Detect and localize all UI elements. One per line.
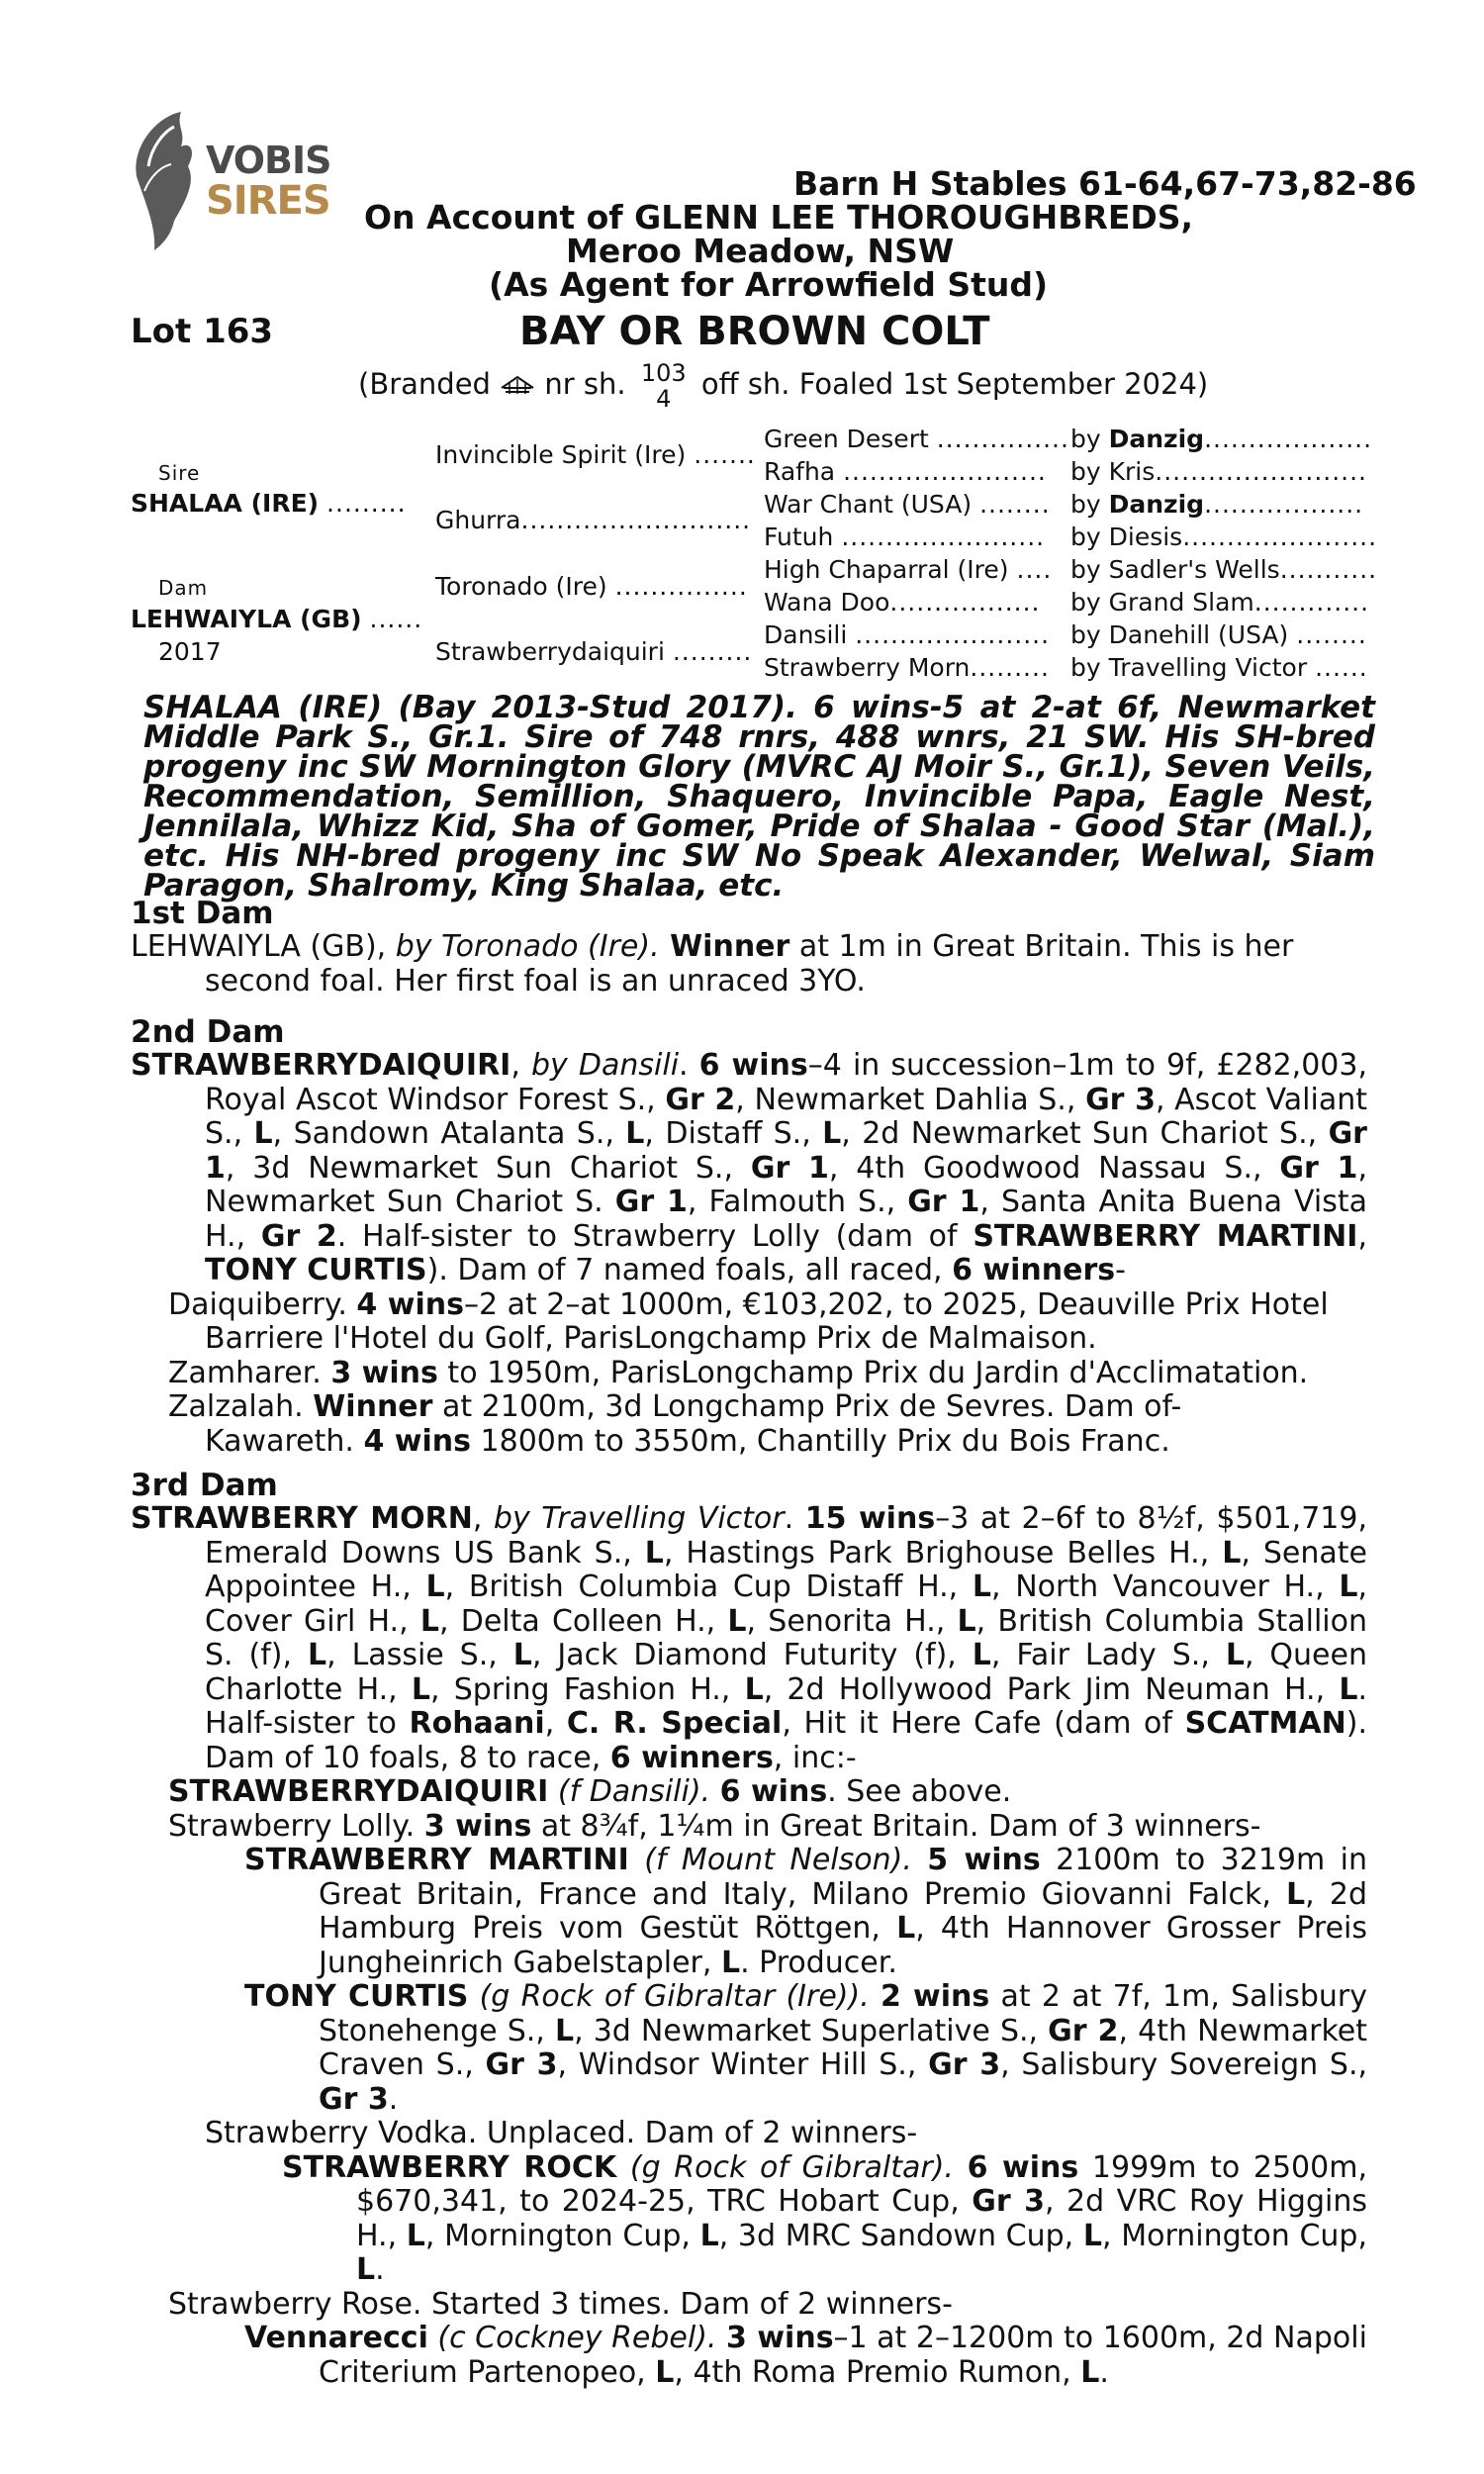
first-dam-heading: 1st Dam bbox=[131, 896, 274, 931]
logo-text-vobis: VOBIS bbox=[206, 139, 331, 182]
sire-name: SHALAA (IRE) ......... bbox=[131, 489, 407, 518]
g2-1: Green Desert ............... bbox=[764, 425, 1069, 453]
dam-name: LEHWAIYLA (GB) ...... bbox=[131, 605, 423, 633]
sire-label: Sire bbox=[158, 461, 201, 485]
g2-2: Rafha ....................... bbox=[764, 457, 1047, 486]
account-line: On Account of GLENN LEE THOROUGHBREDS, bbox=[364, 198, 1194, 237]
g3-5: by Sadler's Wells........... bbox=[1070, 555, 1378, 584]
brand-number bbox=[641, 360, 687, 412]
g2-3: War Chant (USA) ........ bbox=[764, 490, 1051, 519]
sire-summary: SHALAA (IRE) (Bay 2013-Stud 2017). 6 wins-5 at 2-at 6f, Newmarket Middle Park S., Gr.1. Sire of 748 rnrs, 488 wnrs, 21 SW. His SH-bred progeny inc SW Mornington Glory (MVRC AJ Moir S., Gr.1), Seven Veils, Recommendation, Semillion, Shaquero, Invincible Papa, Eagle Nest, Jennilala, Whizz Kid, Sha of Gomer, Pride of Shalaa - Good Star (Mal.), etc. His NH-bred progeny inc SW No Speak Alexander, Welwal, Siam Paragon, Shalromy, King Shalaa, etc. bbox=[143, 690, 1375, 904]
g1-3: Toronado (Ire) ............... bbox=[435, 572, 748, 601]
g1-1: Invincible Spirit (Ire) ....... bbox=[435, 440, 756, 469]
stables-line: Barn H Stables 61-64,67-73,82-86 bbox=[793, 164, 1417, 203]
g1-2: Ghurra.......................... bbox=[435, 506, 752, 534]
brand-mark-icon bbox=[500, 374, 535, 398]
g3-8: by Travelling Victor ...... bbox=[1070, 653, 1368, 682]
second-dam-heading: 2nd Dam bbox=[131, 1014, 285, 1050]
g2-4: Futuh ....................... bbox=[764, 523, 1046, 551]
g2-7: Dansili ...................... bbox=[764, 620, 1051, 649]
lot-title: BAY OR BROWN COLT bbox=[519, 309, 990, 354]
third-dam-text: STRAWBERRY MORN, by Travelling Victor. 15 wins–3 at 2–6f to 8½f, $501,719, Emerald Downs US Bank S., L, Hastings Park Brighouse Belles H., L, Senate Appointee H., L, British Columbia Cup Distaff H., L, North Vancouver H., L, Cover Girl H., L, Delta Colleen H., L, Senorita H., L, British Columbia Stallion S. (f), L, Lassie S., L, Jack Diamond Futurity (f), L, Fair Lady S., L, Queen Charlotte H., L, Spring Fashion H., L, 2d Hollywood Park Jim Neuman H., L. Half-sister to Rohaani, C. R. Special, Hit it Here Cafe (dam of SCATMAN). Dam of 10 foals, 8 to race, 6 winners, inc:- STRAWBERRYDAIQUIRI (f Dansili). 6 wins. See above. Strawberry Lolly. 3 wins at 8¾f, 1¼m in Great Britain. Dam of 3 winners- STRAWBERRY MARTINI (f Mount Nelson). 5 wins 2100m to 3219m in Great Britain, France and Italy, Milano Premio Giovanni Falck, L, 2d Hamburg Preis vom Gestüt Röttgen, L, 4th Hannover Grosser Preis Jungheinrich Gabelstapler, L. Producer. TONY CURTIS (g Rock of Gibraltar (Ire)). 2 wins at 2 at 7f, 1m, Salisbury Stonehenge S., L, 3d Newmarket Superlative S., Gr 2, 4th Newmarket Craven S., Gr 3, Windsor Winter Hill S., Gr 3, Salisbury Sovereign S., Gr 3. Strawberry Vodka. Unplaced. Dam of 2 winners- STRAWBERRY ROCK (g Rock of Gibraltar). 6 wins 1999m to 2500m, $670,341, to 2024-25, TRC Hobart Cup, Gr 3, 2d VRC Roy Higgins H., L, Mornington Cup, L, 3d MRC Sandown Cup, L, Mornington Cup, L. Strawberry Rose. Started 3 times. Dam of 2 winners- Vennarecci (c Cockney Rebel). 3 wins–1 at 2–1200m to 1600m, 2d Napoli Criterium Partenopeo, L, 4th Roma Premio Rumon, L. bbox=[131, 1501, 1368, 2390]
g3-6: by Grand Slam............. bbox=[1070, 588, 1370, 617]
vobis-sires-logo bbox=[127, 107, 331, 255]
third-dam-heading: 3rd Dam bbox=[131, 1468, 278, 1503]
brand-prefix: (Branded bbox=[358, 367, 491, 401]
g3-7: by Danehill (USA) ........ bbox=[1070, 620, 1367, 649]
logo-text-sires: SIRES bbox=[206, 178, 330, 224]
first-dam-text: LEHWAIYLA (GB), by Toronado (Ire). Winner at 1m in Great Britain. This is her second foal. Her first foal is an unraced 3YO. bbox=[131, 929, 1294, 999]
dam-year: 2017 bbox=[158, 637, 222, 666]
g2-5: High Chaparral (Ire) .... bbox=[764, 555, 1053, 584]
g3-1: by Danzig................... bbox=[1070, 425, 1373, 453]
g1-4: Strawberrydaiquiri ......... bbox=[435, 637, 753, 666]
brand-near: nr sh. bbox=[544, 367, 626, 401]
agent-line: (As Agent for Arrowfield Stud) bbox=[489, 265, 1049, 304]
brand-rest: off sh. Foaled 1st September 2024) bbox=[700, 367, 1209, 401]
lot-number: Lot 163 bbox=[131, 312, 274, 351]
second-dam-text: STRAWBERRYDAIQUIRI, by Dansili. 6 wins–4 in succession–1m to 9f, £282,003, Royal Ascot Windsor Forest S., Gr 2, Newmarket Dahlia S., Gr 3, Ascot Valiant S., L, Sandown Atalanta S., L, Distaff S., L, 2d Newmarket Sun Chariot S., Gr 1, 3d Newmarket Sun Chariot S., Gr 1, 4th Goodwood Nassau S., Gr 1, Newmarket Sun Chariot S. Gr 1, Falmouth S., Gr 1, Santa Anita Buena Vista H., Gr 2. Half-sister to Strawberry Lolly (dam of STRAWBERRY MARTINI, TONY CURTIS). Dam of 7 named foals, all raced, 6 winners- Daiquiberry. 4 wins–2 at 2–at 1000m, €103,202, to 2025, Deauville Prix Hotel Barriere l'Hotel du Golf, ParisLongchamp Prix de Malmaison. Zamharer. 3 wins to 1950m, ParisLongchamp Prix du Jardin d'Acclimatation. Zalzalah. Winner at 2100m, 3d Longchamp Prix de Sevres. Dam of- Kawareth. 4 wins 1800m to 3550m, Chantilly Prix du Bois Franc. bbox=[131, 1048, 1368, 1459]
g2-6: Wana Doo................. bbox=[764, 588, 1041, 617]
brand-line bbox=[358, 354, 1208, 414]
brand-num-top: 103 bbox=[640, 359, 687, 387]
g3-3: by Danzig.................. bbox=[1070, 490, 1364, 519]
dam-label: Dam bbox=[158, 576, 209, 600]
brand-num-bottom: 4 bbox=[656, 385, 672, 413]
g2-8: Strawberry Morn......... bbox=[764, 653, 1050, 682]
g3-4: by Diesis...................... bbox=[1070, 523, 1378, 551]
g3-2: by Kris........................ bbox=[1070, 457, 1368, 486]
location-line: Meroo Meadow, NSW bbox=[566, 232, 955, 270]
